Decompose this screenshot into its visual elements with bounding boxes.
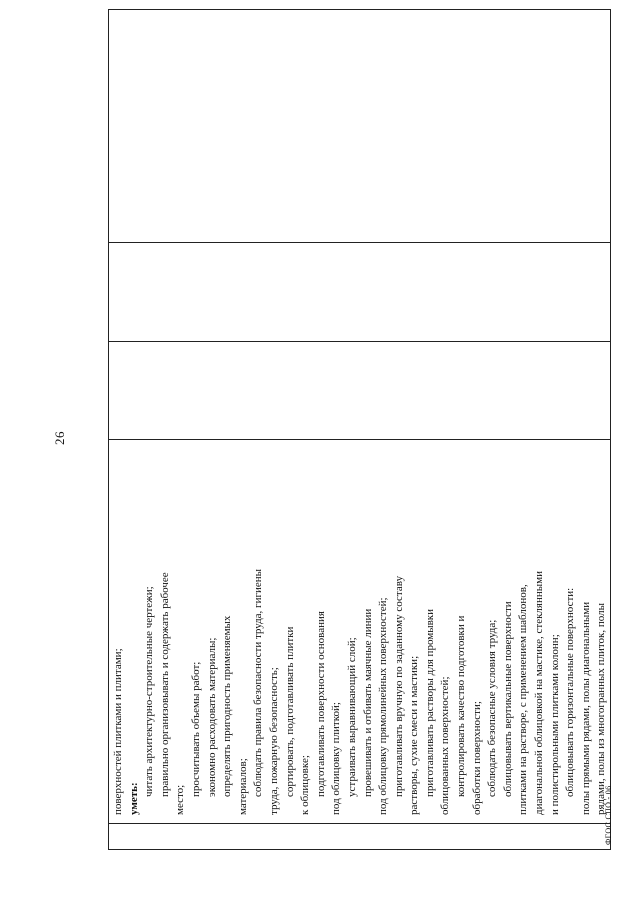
table-cell-column-3 (109, 342, 611, 440)
content-line: материалов; (236, 758, 249, 815)
section-heading: уметь: (127, 782, 140, 815)
table-cell-column-5 (109, 10, 611, 243)
content-line: обработки поверхности; (470, 701, 483, 815)
footer-standard-code: ФГОС СПО - 06 (604, 785, 613, 845)
table-cell-content (109, 440, 611, 824)
content-line: правильно организовывать и содержать рабочее (158, 572, 171, 797)
content-line: поверхностей плитками и плитами; (112, 648, 124, 815)
content-line: плитками на растворе, с применением шаблонов, (517, 584, 530, 815)
table-cell-number (109, 824, 611, 850)
content-line: читать архитектурно-строительные чертежи; (143, 586, 156, 797)
content-line: рядами, полы из многогранных плиток, полы (595, 602, 608, 815)
page-number: 26 (52, 431, 67, 445)
content-line: под облицовку прямолинейных поверхностей; (377, 597, 390, 815)
content-line: контролировать качество подготовки и (455, 615, 468, 797)
content-line: сортировать, подготавливать плитки (283, 626, 296, 797)
table-cell-column-4 (109, 243, 611, 342)
content-line: провешивать и отбивать маячные линии (361, 608, 374, 797)
content-line: труда, пожарную безопасность; (267, 667, 280, 815)
content-line: экономно расходовать материалы; (205, 637, 218, 797)
content-line: приготавливать вручную по заданному составу (392, 575, 405, 797)
content-line: просчитывать объемы работ; (189, 661, 202, 797)
content-line: соблюдать правила безопасности труда, гигиены (252, 568, 265, 797)
content-lines (109, 440, 610, 823)
content-line: определять пригодность применяемых (221, 615, 234, 797)
content-line: соблюдать безопасные условия труда; (486, 619, 499, 797)
content-line: облицовывать вертикальные поверхности (501, 601, 514, 797)
content-line: облицованных поверхностей; (439, 676, 452, 815)
competency-table (108, 9, 611, 850)
content-line: полы прямыми рядами, полы диагональными (579, 601, 592, 815)
content-line: под облицовку плиткой; (330, 702, 343, 815)
table-row (109, 10, 611, 850)
content-line: подготавливать поверхности основания (314, 611, 327, 797)
content-line: облицовывать горизонтальные поверхности: (564, 587, 577, 797)
content-line: растворы, сухие смеси и мастики; (408, 655, 421, 815)
content-line: устраивать выравнивающий слой; (345, 637, 358, 797)
content-line: место; (174, 784, 187, 815)
content-line: и полистирольными плитками колонн; (548, 634, 561, 815)
content-line: приготавливать растворы для промывки (423, 608, 436, 797)
content-line: диагональной облицовкой на мастике, стеклянными (533, 571, 546, 815)
content-line: к облицовке; (299, 755, 312, 815)
